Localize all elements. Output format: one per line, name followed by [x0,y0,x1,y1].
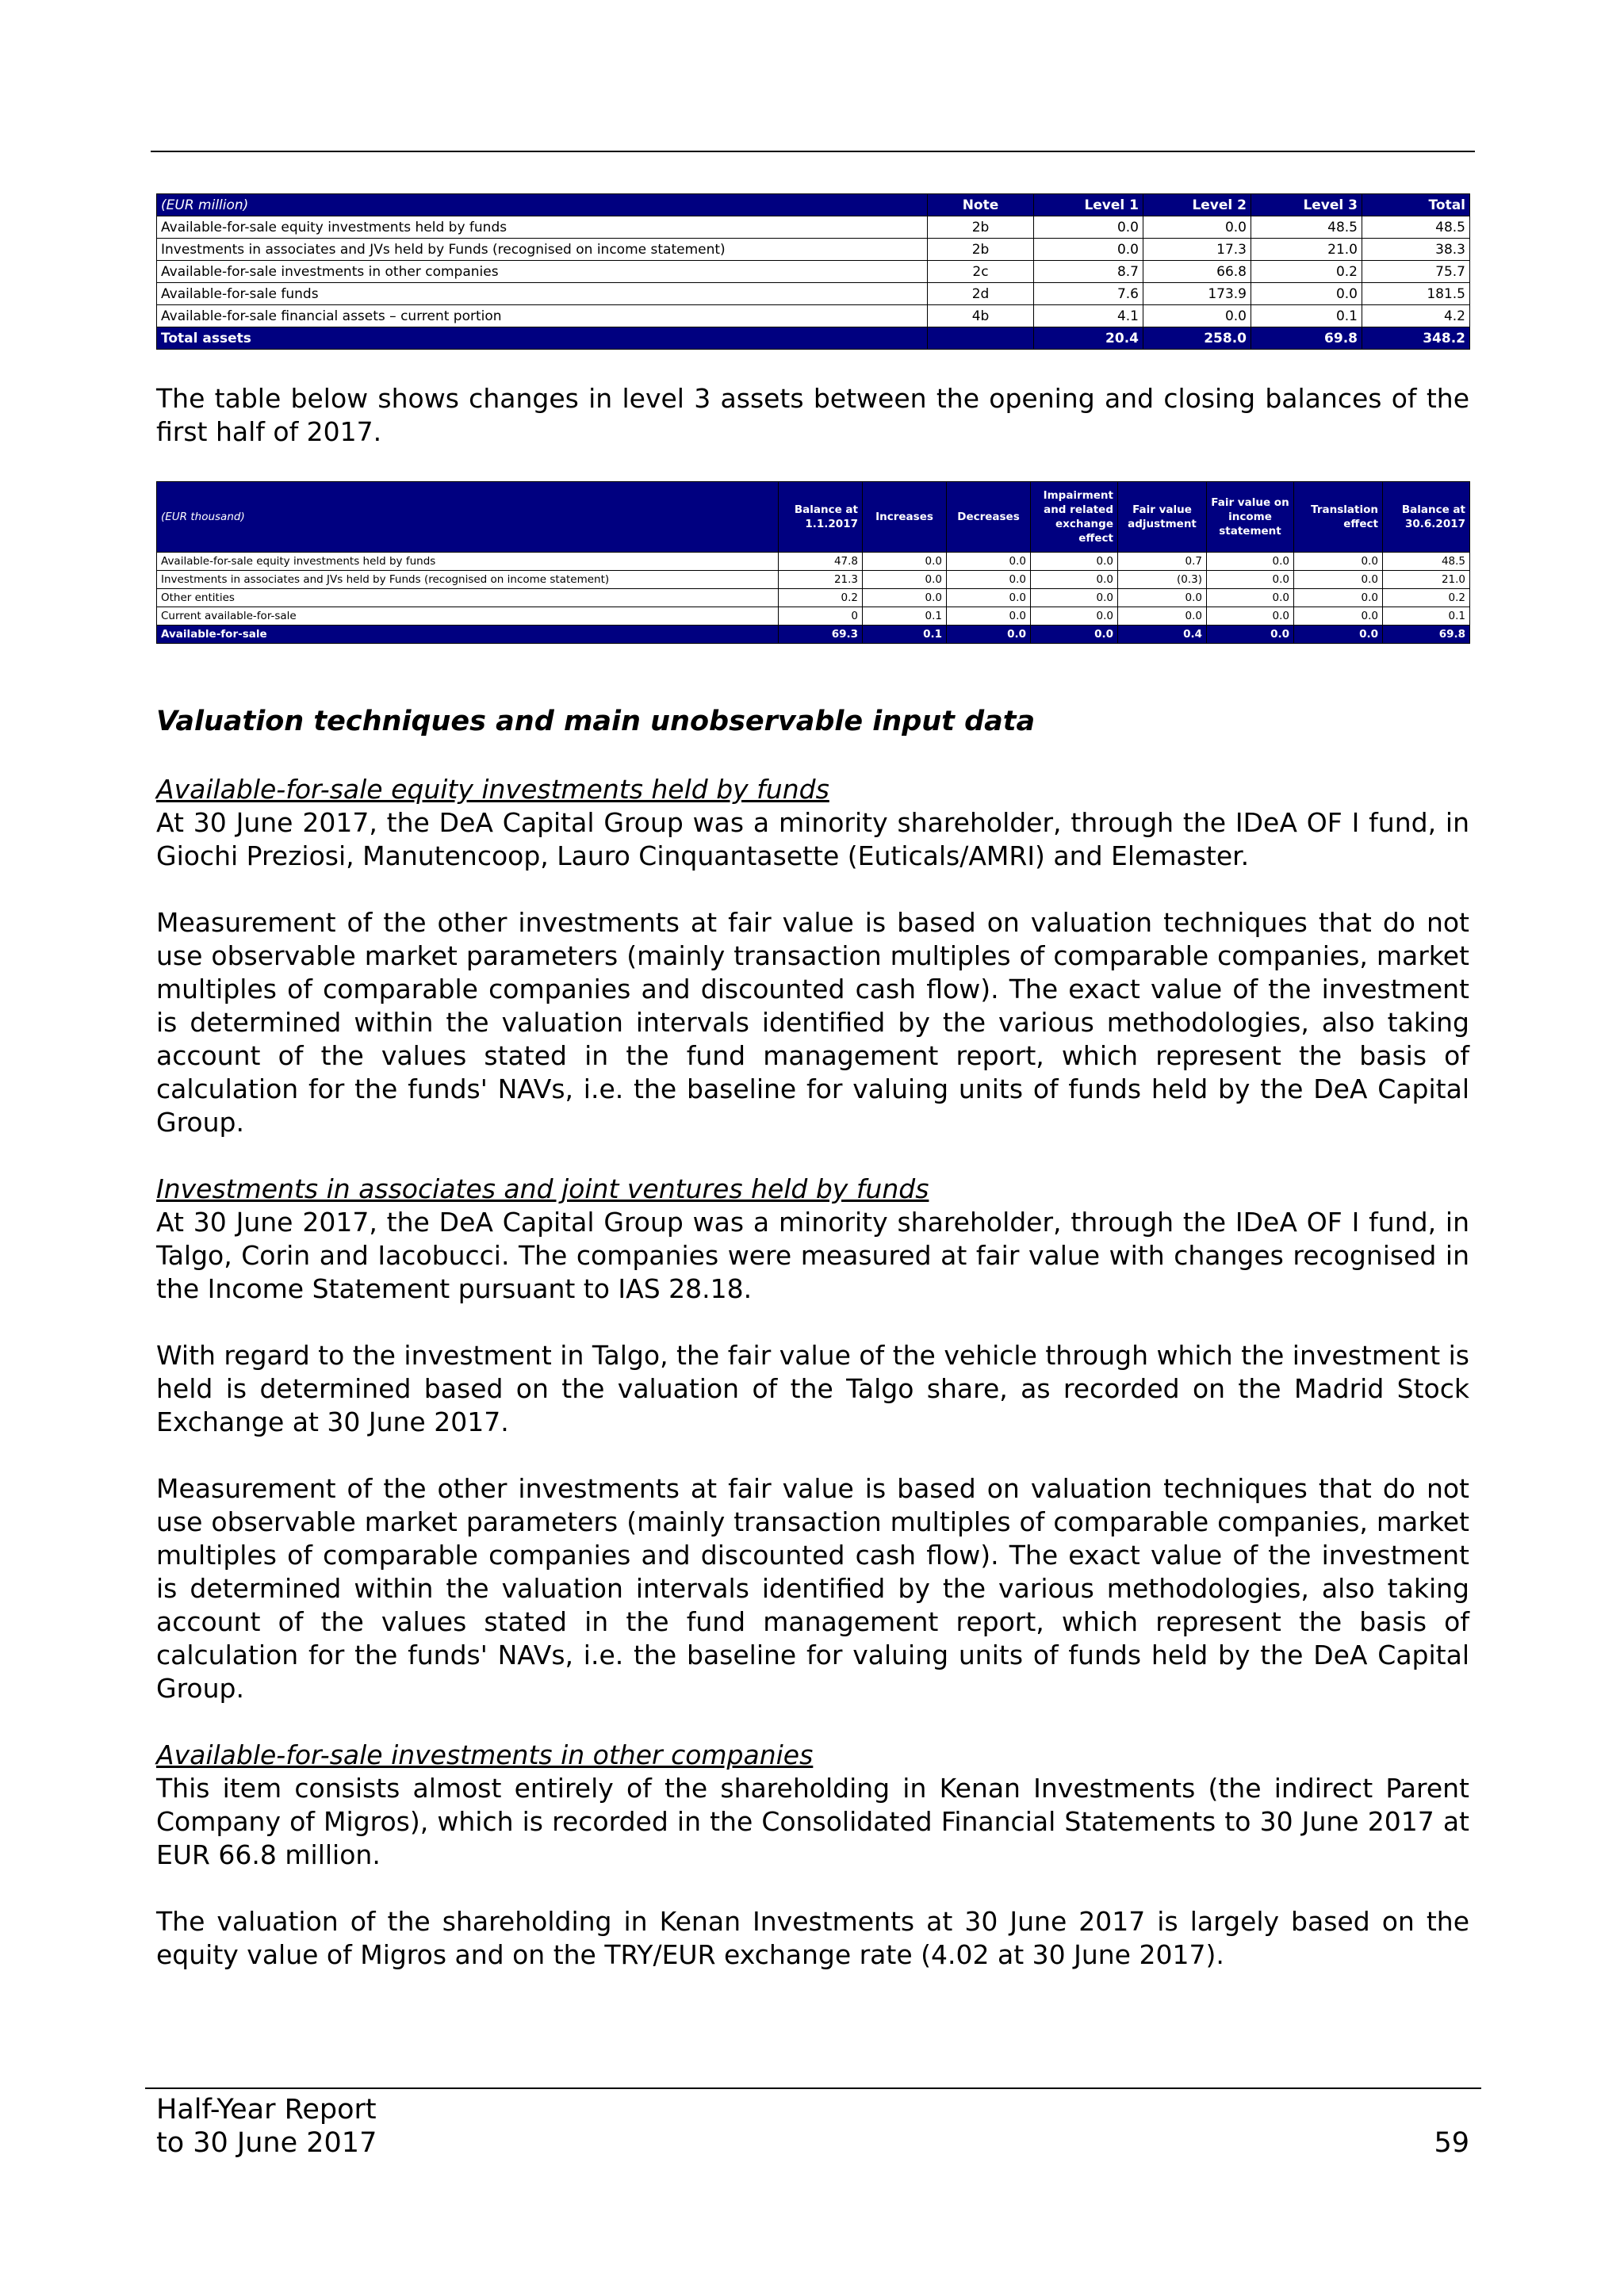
value-cell: 69.8 [1383,626,1470,644]
row-label: Available-for-sale financial assets – current portion [157,305,928,327]
value-cell: 47.8 [779,553,863,571]
value-cell: 48.5 [1251,216,1362,239]
header-cell: Level 3 [1251,194,1362,216]
value-cell: 0.0 [1143,216,1251,239]
intro-paragraph [156,382,1469,449]
footer-rule [145,2087,1481,2089]
value-cell: 0.0 [1294,571,1383,589]
subheading: Investments in associates and joint ventures held by funds [156,1173,929,1204]
row-label: Investments in associates and JVs held by Funds (recognised on income statement) [157,571,779,589]
paragraph: At 30 June 2017, the DeA Capital Group was a minority shareholder, through the IDeA OF I fund, in Talgo, Corin and Iacobucci. The companies were measured at fair value with changes recognised in the Income Statement pursuant to IAS 28.18. [156,1207,1469,1304]
value-cell: 0.0 [863,589,947,607]
value-cell: 0.0 [1251,283,1362,305]
value-cell: 21.0 [1383,571,1470,589]
note-cell [928,327,1034,350]
value-cell: 69.3 [779,626,863,644]
value-cell: 4.1 [1034,305,1143,327]
header-cell: Translation effect [1294,482,1383,553]
header-cell: (EUR thousand) [157,482,779,553]
value-cell: 0.0 [947,571,1031,589]
note-cell: 2d [928,283,1034,305]
value-cell: 69.8 [1251,327,1362,350]
page-number: 59 [1434,2127,1469,2159]
value-cell: 8.7 [1034,261,1143,283]
row-label: Investments in associates and JVs held by Funds (recognised on income statement) [157,239,928,261]
paragraph: At 30 June 2017, the DeA Capital Group was a minority shareholder, through the IDeA OF I fund, in Giochi Preziosi, Manutencoop, Lauro Cinquantasette (Euticals/AMRI) and Elemaster. [156,807,1469,871]
value-cell: 0.0 [1031,626,1118,644]
header-cell: Level 2 [1143,194,1251,216]
header-cell: Fair value on income statement [1207,482,1294,553]
value-cell: 0.0 [1207,589,1294,607]
paragraph: With regard to the investment in Talgo, the fair value of the vehicle through which the investment is held is determined based on the valuation of the Talgo share, as recorded on the Madrid Stock Exchange at 30 June 2017. [156,1340,1469,1437]
value-cell: 0.0 [1031,571,1118,589]
footer-line-1: Half-Year Report [156,2094,377,2126]
table-row [157,261,1470,283]
value-cell: 4.2 [1362,305,1470,327]
value-cell: 0.0 [863,553,947,571]
value-cell: 0.0 [1143,305,1251,327]
table-row [157,239,1470,261]
value-cell: 0.1 [1383,607,1470,626]
value-cell: 48.5 [1383,553,1470,571]
row-label: Available-for-sale [157,626,779,644]
table-row [157,571,1470,589]
table-row [157,607,1470,626]
note-cell: 2b [928,239,1034,261]
header-cell: Fair value adjustment [1118,482,1207,553]
row-label: Available-for-sale equity investments held by funds [157,216,928,239]
value-cell: 0.0 [1207,607,1294,626]
header-cell: Decreases [947,482,1031,553]
value-cell: 181.5 [1362,283,1470,305]
value-cell: 66.8 [1143,261,1251,283]
header-cell: Balance at 1.1.2017 [779,482,863,553]
value-cell: 0.1 [863,626,947,644]
paragraph: The valuation of the shareholding in Kenan Investments at 30 June 2017 is largely based on the equity value of Migros and on the TRY/EUR exchange rate (4.02 at 30 June 2017). [156,1906,1469,1970]
value-cell: 0.4 [1118,626,1207,644]
note-cell: 2c [928,261,1034,283]
row-label: Other entities [157,589,779,607]
table-row [157,283,1470,305]
value-cell: 0.0 [947,626,1031,644]
level3-changes-table [156,481,1470,644]
value-cell: 0.0 [947,589,1031,607]
table-row [157,589,1470,607]
value-cell: 0.0 [863,571,947,589]
header-cell: Total [1362,194,1470,216]
top-rule [151,151,1475,152]
value-cell: 0.1 [1251,305,1362,327]
value-cell: 0.0 [1294,607,1383,626]
value-cell: 0.0 [1031,589,1118,607]
value-cell: 348.2 [1362,327,1470,350]
footer-title [156,2093,377,2160]
value-cell: 0.0 [1031,553,1118,571]
header-cell: Impairment and related exchange effect [1031,482,1118,553]
paragraph: Measurement of the other investments at fair value is based on valuation techniques that do not use observable market parameters (mainly transaction multiples of comparable companies, market multiples of comparable companies and discounted cash flow). The exact value of the investment is determined within the valuation intervals identified by the various methodologies, also taking account of the values stated in the fund management report, which represent the basis of calculation for the funds' NAVs, i.e. the baseline for valuing units of funds held by the DeA Capital Group. [156,907,1469,1138]
value-cell: 0.1 [863,607,947,626]
value-cell: 0.0 [947,553,1031,571]
value-cell: 173.9 [1143,283,1251,305]
value-cell: 17.3 [1143,239,1251,261]
value-cell: 0.0 [1118,607,1207,626]
row-label: Available-for-sale equity investments held by funds [157,553,779,571]
value-cell: 21.3 [779,571,863,589]
row-label: Available-for-sale funds [157,283,928,305]
body-text [156,773,1469,1972]
value-cell: 0.0 [1294,589,1383,607]
value-cell: 20.4 [1034,327,1143,350]
value-cell: 7.6 [1034,283,1143,305]
value-cell: 0.0 [1031,607,1118,626]
subheading: Available-for-sale investments in other companies [156,1739,814,1770]
value-cell: 0.2 [1383,589,1470,607]
value-cell: 0.0 [1207,626,1294,644]
value-cell: 258.0 [1143,327,1251,350]
total-row [157,327,1470,350]
value-cell: 0.0 [947,607,1031,626]
value-cell: 21.0 [1251,239,1362,261]
intro-text: The table below shows changes in level 3 assets between the opening and closing balances of the first half of 2017. [156,383,1469,447]
value-cell: 0 [779,607,863,626]
value-cell: 0.0 [1294,626,1383,644]
value-cell: 0.0 [1118,589,1207,607]
table-row [157,553,1470,571]
total-row [157,626,1470,644]
value-cell: 0.0 [1207,571,1294,589]
value-cell: 0.7 [1118,553,1207,571]
subheading: Available-for-sale equity investments held by funds [156,774,829,805]
note-cell: 2b [928,216,1034,239]
value-cell: 38.3 [1362,239,1470,261]
table-header-row [157,482,1470,553]
section-title: Valuation techniques and main unobservable input data [156,706,1036,737]
paragraph: This item consists almost entirely of the shareholding in Kenan Investments (the indirect Parent Company of Migros), which is recorded in the Consolidated Financial Statements to 30 June 2017 at EUR 66.8 million. [156,1773,1469,1870]
header-cell: Increases [863,482,947,553]
value-cell: 0.0 [1294,553,1383,571]
header-cell: Note [928,194,1034,216]
value-cell: (0.3) [1118,571,1207,589]
fair-value-levels-table [156,193,1470,350]
value-cell: 0.0 [1034,216,1143,239]
table-row [157,305,1470,327]
footer-line-2: to 30 June 2017 [156,2127,377,2159]
value-cell: 75.7 [1362,261,1470,283]
table-header-row [157,194,1470,216]
value-cell: 0.0 [1207,553,1294,571]
row-label: Current available-for-sale [157,607,779,626]
value-cell: 0.0 [1034,239,1143,261]
table-row [157,216,1470,239]
note-cell: 4b [928,305,1034,327]
value-cell: 48.5 [1362,216,1470,239]
paragraph: Measurement of the other investments at fair value is based on valuation techniques that do not use observable market parameters (mainly transaction multiples of comparable companies, market multiples of comparable companies and discounted cash flow). The exact value of the investment is determined within the valuation intervals identified by the various methodologies, also taking account of the values stated in the fund management report, which represent the basis of calculation for the funds' NAVs, i.e. the baseline for valuing units of funds held by the DeA Capital Group. [156,1473,1469,1704]
row-label: Available-for-sale investments in other companies [157,261,928,283]
header-cell: Balance at 30.6.2017 [1383,482,1470,553]
header-cell: Level 1 [1034,194,1143,216]
value-cell: 0.2 [1251,261,1362,283]
value-cell: 0.2 [779,589,863,607]
row-label: Total assets [157,327,928,350]
header-cell: (EUR million) [157,194,928,216]
